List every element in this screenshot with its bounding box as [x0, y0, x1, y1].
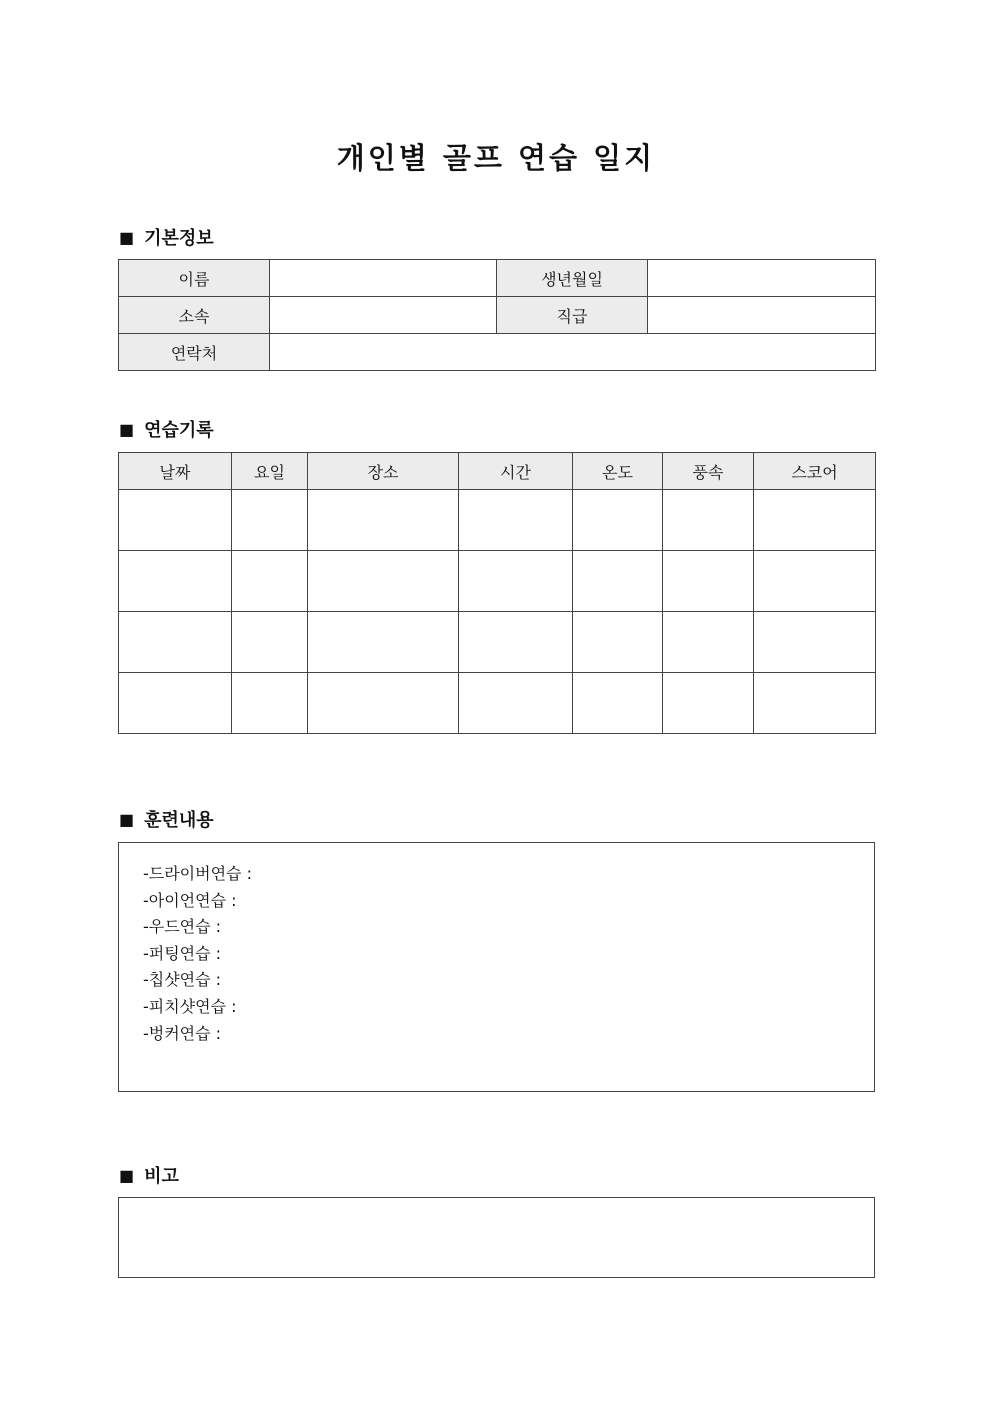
column-header-wind-speed: 풍속 — [663, 453, 754, 490]
square-bullet-icon: ■ — [119, 1165, 135, 1185]
table-cell[interactable] — [459, 490, 573, 551]
table-cell[interactable] — [459, 673, 573, 734]
table-cell[interactable] — [573, 551, 663, 612]
training-list — [119, 843, 874, 1047]
training-item-bunker: -벙커연습 : — [143, 1023, 222, 1043]
training-item-pitch-shot: -피치샷연습 : — [143, 996, 237, 1016]
column-header-date: 날짜 — [119, 453, 232, 490]
table-cell[interactable] — [663, 551, 754, 612]
section-title: 비고 — [144, 1166, 179, 1187]
table-cell[interactable] — [573, 612, 663, 673]
section-title: 훈련내용 — [144, 810, 214, 831]
table-cell[interactable] — [232, 551, 308, 612]
section-heading-remarks — [119, 1162, 179, 1188]
training-item-driver: -드라이버연습 : — [143, 864, 252, 883]
table-row — [119, 612, 876, 673]
page-title: 개인별 골프 연습 일지 — [336, 141, 656, 175]
name-field[interactable] — [270, 260, 497, 297]
affiliation-label: 소속 — [119, 297, 270, 334]
table-cell[interactable] — [308, 673, 459, 734]
table-cell[interactable] — [459, 612, 573, 673]
contact-field[interactable] — [270, 334, 876, 371]
table-row — [119, 551, 876, 612]
name-label: 이름 — [119, 260, 270, 297]
table-cell[interactable] — [754, 551, 876, 612]
training-item-chip-shot: -칩샷연습 : — [143, 970, 222, 990]
training-item-wood: -우드연습 : — [143, 917, 222, 937]
square-bullet-icon: ■ — [119, 419, 135, 439]
column-header-place: 장소 — [308, 453, 459, 490]
section-title: 연습기록 — [144, 420, 214, 441]
column-header-score: 스코어 — [754, 453, 876, 490]
birthdate-field[interactable] — [648, 260, 876, 297]
table-cell[interactable] — [754, 673, 876, 734]
table-row — [119, 673, 876, 734]
table-cell[interactable] — [663, 612, 754, 673]
section-title: 기본정보 — [144, 228, 214, 249]
training-item-iron: -아이언연습 : — [143, 890, 237, 910]
table-cell[interactable] — [754, 612, 876, 673]
table-cell[interactable] — [663, 673, 754, 734]
table-cell[interactable] — [308, 490, 459, 551]
square-bullet-icon: ■ — [119, 227, 135, 247]
training-item-putting: -퍼팅연습 : — [143, 943, 222, 963]
table-cell[interactable] — [459, 551, 573, 612]
rank-label: 직급 — [497, 297, 648, 334]
affiliation-field[interactable] — [270, 297, 497, 334]
table-row — [119, 490, 876, 551]
column-header-temperature: 온도 — [573, 453, 663, 490]
table-cell[interactable] — [308, 612, 459, 673]
table-cell[interactable] — [663, 490, 754, 551]
table-cell[interactable] — [308, 551, 459, 612]
remarks-box[interactable] — [118, 1197, 875, 1278]
table-cell[interactable] — [119, 673, 232, 734]
basic-info-table — [118, 259, 876, 371]
table-cell[interactable] — [232, 673, 308, 734]
contact-label: 연락처 — [119, 334, 270, 371]
table-cell[interactable] — [119, 612, 232, 673]
column-header-time: 시간 — [459, 453, 573, 490]
rank-field[interactable] — [648, 297, 876, 334]
table-cell[interactable] — [232, 490, 308, 551]
table-cell[interactable] — [119, 490, 232, 551]
table-cell[interactable] — [119, 551, 232, 612]
section-heading-training — [119, 806, 214, 832]
column-header-weekday: 요일 — [232, 453, 308, 490]
birthdate-label: 생년월일 — [497, 260, 648, 297]
section-heading-basic-info — [119, 224, 214, 250]
practice-log-table — [118, 452, 876, 734]
table-cell[interactable] — [232, 612, 308, 673]
table-cell[interactable] — [573, 490, 663, 551]
section-heading-practice-log — [119, 416, 214, 442]
training-content-box[interactable] — [118, 842, 875, 1092]
table-cell[interactable] — [573, 673, 663, 734]
table-cell[interactable] — [754, 490, 876, 551]
square-bullet-icon: ■ — [119, 809, 135, 829]
